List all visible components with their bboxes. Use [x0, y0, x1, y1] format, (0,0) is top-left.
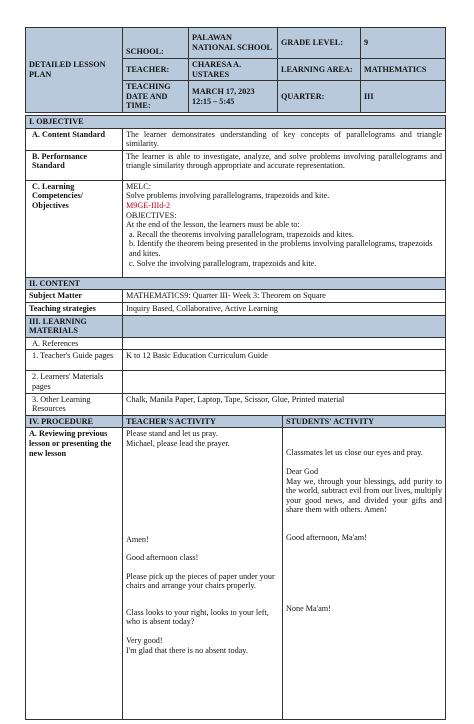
- competencies-cell: [123, 180, 446, 277]
- student-line-3: May we, through your blessings, add purity to the world, subtract evil from our lives, multiply your good news, and divided your gifts and share them with others. Amen!: [286, 476, 443, 515]
- header-table: [25, 27, 446, 113]
- date-label: TEACHING DATE AND TIME:: [123, 81, 189, 113]
- teaching-strategies-value: Inquiry Based, Collaborative, Active Learning: [123, 302, 446, 315]
- area-value: MATHEMATICS: [361, 59, 446, 81]
- objective-c: c. Solve the involving parallelogram, trapezoids and kite.: [129, 258, 317, 268]
- materials-heading-blank: [123, 315, 446, 337]
- student-line-4: Good afternoon, Ma'am!: [286, 532, 367, 542]
- performance-standard-label: B. Performance Standard: [26, 150, 123, 180]
- date-value: MARCH 17, 2023 12:15 – 5:45: [189, 81, 278, 113]
- area-label: LEARNING AREA:: [278, 59, 361, 81]
- competency-code: M9GE-IIId-2: [126, 200, 171, 210]
- teacher-line-1: Please stand and let us pray.: [126, 429, 218, 439]
- competencies-label: C. Learning Competencies/ Objectives: [26, 180, 123, 277]
- references-blank: [123, 337, 446, 350]
- student-line-2: Dear God: [286, 466, 319, 476]
- students-activity-heading: STUDENTS' ACTIVITY: [283, 415, 446, 428]
- quarter-value: III: [361, 81, 446, 113]
- quarter-label: QUARTER:: [278, 81, 361, 113]
- content-standard-text: The learner demonstrates understanding of key concepts of parallelograms and triangle similarity.: [123, 128, 446, 150]
- teacher-line-3: Amen!: [126, 534, 149, 544]
- objectives-intro: At the end of the lesson, the learners must be able to:: [126, 220, 300, 230]
- references-label: A. References: [26, 337, 123, 350]
- content-standard-label: A. Content Standard: [26, 128, 123, 150]
- teachers-guide-label: 1. Teacher's Guide pages: [26, 350, 123, 371]
- teacher-line-4: Good afternoon class!: [126, 553, 199, 563]
- content-heading: II. CONTENT: [26, 277, 446, 290]
- subject-matter-value: MATHEMATICS9: Quarter III- Week 3: Theorem on Square: [123, 290, 446, 303]
- objectives-label: OBJECTIVES:: [126, 210, 177, 220]
- teacher-value: CHARESA A. USTARES: [189, 59, 278, 81]
- teaching-strategies-label: Teaching strategies: [26, 302, 123, 315]
- teacher-label: TEACHER:: [123, 59, 189, 81]
- school-value: PALAWAN NATIONAL SCHOOL: [189, 28, 278, 59]
- melc-text: Solve problems involving parallelograms, trapezoids and kite.: [126, 191, 330, 201]
- student-line-5: None Ma'am!: [286, 604, 331, 614]
- other-resources-label: 3. Other Learning Resources: [26, 393, 123, 415]
- school-label: SCHOOL:: [123, 28, 189, 59]
- teacher-activity-heading: TEACHER'S ACTIVITY: [123, 415, 283, 428]
- teachers-guide-value: K to 12 Basic Education Curriculum Guide: [123, 350, 446, 371]
- procedure-heading: IV. PROCEDURE: [26, 415, 123, 428]
- materials-heading: III. LEARNING MATERIALS: [26, 315, 123, 337]
- teacher-line-6: Class looks to your right, looks to your left, who is absent today?: [126, 607, 269, 627]
- teacher-line-8: I'm glad that there is no absent today.: [126, 645, 248, 655]
- main-table: [25, 115, 446, 720]
- teacher-line-5: Please pick up the pieces of paper under your chairs and arrange your chairs properly.: [126, 571, 275, 591]
- student-line-1: Classmates let us close our eyes and pray.: [286, 448, 423, 458]
- step-a-label: A. Reviewing previous lesson or presenting the new lesson: [26, 428, 123, 720]
- grade-value: 9: [361, 28, 446, 59]
- objective-heading: I. OBJECTIVE: [26, 116, 446, 129]
- learners-materials-blank: [123, 371, 446, 393]
- teacher-activity-cell: [123, 428, 283, 720]
- objective-a: a. Recall the theorems involving parallelogram, trapezoids and kites.: [129, 229, 354, 239]
- teacher-line-7: Very good!: [126, 636, 163, 646]
- teacher-line-2: Michael, please lead the prayer.: [126, 438, 230, 448]
- students-activity-cell: [283, 428, 446, 720]
- performance-standard-text: The learner is able to investigate, analyze, and solve problems involving parallelograms and triangle similarity through appropriate and accurate representation.: [123, 150, 446, 180]
- plan-title: DETAILED LESSON PLAN: [26, 28, 123, 113]
- grade-label: GRADE LEVEL:: [278, 28, 361, 59]
- melc-label: MELC:: [126, 181, 152, 191]
- objective-b: b. Identify the theorem being presented in the problems involving parallelograms, trapezoids and kites.: [129, 239, 433, 258]
- other-resources-value: Chalk, Manila Paper, Laptop, Tape, Scissor, Glue, Printed material: [123, 393, 446, 415]
- learners-materials-label: 2. Learners' Materials pages: [26, 371, 123, 393]
- subject-matter-label: Subject Matter: [26, 290, 123, 303]
